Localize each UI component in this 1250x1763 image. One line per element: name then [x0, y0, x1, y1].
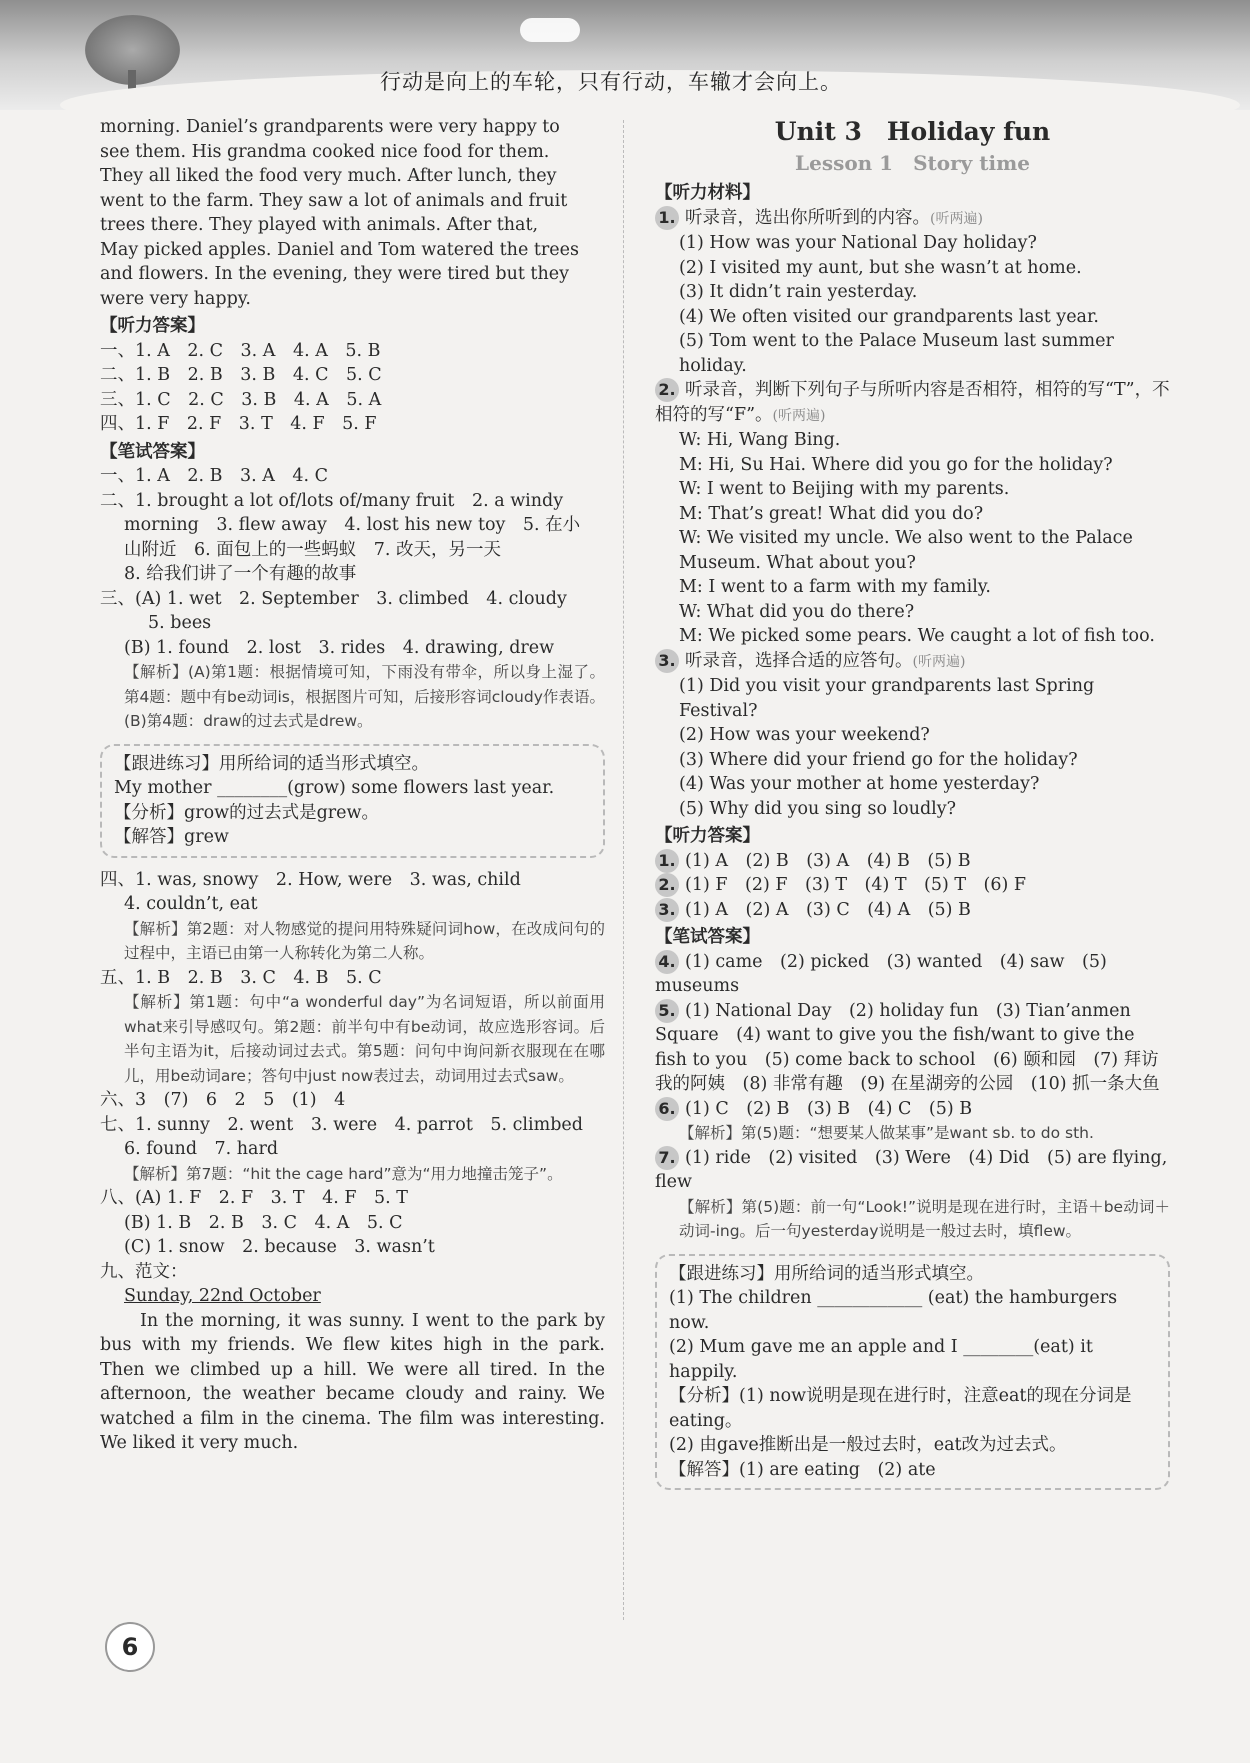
- answer-row: 八、(A) 1. F 2. F 3. T 4. F 5. T: [100, 1188, 408, 1208]
- answer-row: 五、1. B 2. B 3. C 4. B 5. C: [100, 967, 382, 988]
- essay-text: In the morning, it was sunny. I went to the park by bus with my friends. We flew kites high in the park. Then we climbed up a hill. We were all tired. In the afternoon, the weather became cloudy and rainy. We watched a film in the cinema. The film was interesting. We liked it very much.: [100, 1310, 605, 1453]
- listening-answers-heading: 【听力答案】: [655, 826, 760, 846]
- question-number-badge: 4.: [655, 950, 679, 974]
- q1-item: (5) Tom went to the Palace Museum last summer holiday.: [679, 331, 1114, 376]
- answer-row: [655, 999, 1170, 1097]
- practice-analysis: (2) 由gave推断出是一般过去时，eat改为过去式。: [669, 1435, 1067, 1455]
- page-number: 6: [105, 1622, 155, 1672]
- answer-row: 三、(A) 1. wet 2. September 3. climbed 4. cloudy: [100, 588, 567, 609]
- answer-row: 三、1. C 2. C 3. B 4. A 5. A: [100, 389, 382, 410]
- explanation: 【解析】第(5)题：“想要某人做某事”是want sb. to do sth.: [679, 1124, 1094, 1142]
- q1-item: (4) We often visited our grandparents last year.: [679, 306, 1099, 327]
- answer-row: 6. found 7. hard: [124, 1139, 279, 1159]
- answer-row: 四、1. was, snowy 2. How, were 3. was, child: [100, 869, 521, 890]
- dialogue-line: W: What did you do there?: [679, 601, 915, 622]
- practice-title: 【跟进练习】用所给词的适当形式填空。: [669, 1263, 984, 1284]
- answer-row: 4. couldn’t, eat: [124, 894, 258, 914]
- repeat-note: (听两遍): [930, 210, 983, 227]
- question-instruction: 听录音，选择合适的应答句。: [685, 650, 913, 671]
- explanation: 【解析】第1题：句中“a wonderful day”为名词短语，所以前面用what来引导感叹句。第2题：前半句中有be动词，故应选形容词。后半句主语为it，后接动词过去式。第5题：问句中询问新衣服现在在哪儿，用be动词are；答句中just now表过去，动词用过去式saw。: [124, 993, 605, 1085]
- answer-row: 七、1. sunny 2. went 3. were 4. parrot 5. climbed: [100, 1114, 583, 1135]
- question-number-badge: 3.: [655, 649, 679, 673]
- answer-row: 二、1. B 2. B 3. B 4. C 5. C: [100, 365, 382, 385]
- story-line: were very happy.: [100, 288, 251, 309]
- practice-box: [655, 1254, 1170, 1491]
- dialogue-line: M: We picked some pears. We caught a lot of fish too.: [679, 626, 1155, 646]
- answer-row: [655, 873, 1170, 898]
- q3-item: (1) Did you visit your grandparents last Spring Festival?: [679, 676, 1095, 721]
- q3-item: (2) How was your weekend?: [679, 725, 930, 745]
- repeat-note: (听两遍): [772, 407, 826, 424]
- header-motto: 行动是向上的车轮，只有行动，车辙才会向上。: [380, 70, 842, 94]
- answer-text: (1) came (2) picked (3) wanted (4) saw (5) museums: [655, 951, 1107, 996]
- answer-row: 二、1. brought a lot of/lots of/many fruit 2. a windy: [100, 490, 564, 511]
- dialogue-line: M: Hi, Su Hai. Where did you go for the holiday?: [679, 454, 1113, 475]
- story-line: morning. Daniel’s grandparents were very happy to: [100, 117, 560, 137]
- question-number-badge: 2.: [655, 873, 679, 897]
- question-number-badge: 1.: [655, 849, 679, 873]
- answer-row: [655, 1097, 1170, 1122]
- answer-row: 一、1. A 2. C 3. A 4. A 5. B: [100, 340, 381, 361]
- answer-text: (1) A (2) A (3) C (4) A (5) B: [685, 899, 971, 920]
- explanation: 【解析】第2题：对人物感觉的提问用特殊疑问词how，在改成问句的过程中，主语已由第一人称转化为第二人称。: [124, 919, 605, 962]
- answer-row: 山附近 6. 面包上的一些蚂蚁 7. 改天，另一天: [124, 539, 502, 560]
- unit-title: Unit 3 Holiday fun: [774, 117, 1051, 146]
- left-column: [100, 115, 605, 1456]
- question-number-badge: 2.: [655, 378, 679, 402]
- practice-analysis: 【分析】(1) now说明是现在进行时，注意eat的现在分词是eating。: [669, 1386, 1132, 1431]
- practice-question: (2) Mum gave me an apple and I ________(eat) it happily.: [669, 1337, 1093, 1382]
- story-line: May picked apples. Daniel and Tom watered the trees: [100, 239, 579, 260]
- practice-question: My mother ________(grow) some flowers last year.: [114, 778, 555, 798]
- right-column: [655, 115, 1170, 1500]
- answer-row: [655, 950, 1170, 999]
- answer-row: (B) 1. B 2. B 3. C 4. A 5. C: [124, 1212, 403, 1233]
- repeat-note: (听两遍): [912, 653, 966, 670]
- question-number-badge: 7.: [655, 1146, 679, 1170]
- answer-text: (1) F (2) F (3) T (4) T (5) T (6) F: [685, 875, 1027, 895]
- q3-item: (5) Why did you sing so loudly?: [679, 798, 957, 819]
- dialogue-line: W: We visited my uncle. We also went to the Palace Museum. What about you?: [679, 528, 1133, 573]
- story-line: They all liked the food very much. After lunch, they: [100, 166, 557, 186]
- practice-answer: 【解答】grew: [114, 827, 229, 847]
- dialogue-line: W: Hi, Wang Bing.: [679, 430, 841, 450]
- q3-item: (4) Was your mother at home yesterday?: [679, 774, 1040, 794]
- answer-text: (1) A (2) B (3) A (4) B (5) B: [685, 850, 971, 871]
- answer-row: 一、1. A 2. B 3. A 4. C: [100, 466, 329, 486]
- q3-item: (3) Where did your friend go for the holiday?: [679, 749, 1078, 770]
- explanation: 【解析】第7题：“hit the cage hard”意为“用力地撞击笼子”。: [124, 1164, 563, 1183]
- story-tail: [100, 115, 605, 311]
- essay-date: Sunday, 22nd October: [124, 1286, 321, 1306]
- question-1: [655, 206, 1170, 232]
- question-instruction: 听录音，选出你所听到的内容。: [685, 207, 930, 228]
- explanation: 【解析】第(5)题：前一句“Look!”说明是现在进行时，主语＋be动词＋动词-ing。后一句yesterday说明是一般过去时，填flew。: [679, 1197, 1170, 1240]
- answer-row: 六、3 (7) 6 2 5 (1) 4: [100, 1090, 346, 1110]
- dialogue-line: M: That’s great! What did you do?: [679, 503, 984, 524]
- q1-item: (1) How was your National Day holiday?: [679, 233, 1037, 253]
- lesson-title: Lesson 1 Story time: [795, 151, 1030, 175]
- answer-row: [655, 898, 1170, 923]
- answer-row: [655, 849, 1170, 874]
- question-number-badge: 1.: [655, 206, 679, 230]
- story-line: see them. His grandma cooked nice food for them.: [100, 141, 550, 162]
- practice-question: (1) The children ____________ (eat) the hamburgers now.: [669, 1288, 1118, 1333]
- q1-item: (3) It didn’t rain yesterday.: [679, 282, 918, 302]
- answer-row: 5. bees: [148, 613, 212, 633]
- story-line: and flowers. In the evening, they were tired but they: [100, 264, 569, 284]
- answer-row: (B) 1. found 2. lost 3. rides 4. drawing, drew: [124, 637, 555, 658]
- question-number-badge: 3.: [655, 898, 679, 922]
- practice-answer: 【解答】(1) are eating (2) ate: [669, 1459, 936, 1480]
- answer-row: (C) 1. snow 2. because 3. wasn’t: [124, 1237, 435, 1257]
- question-3: [655, 649, 1170, 675]
- dialogue-line: M: I went to a farm with my family.: [679, 577, 991, 597]
- listening-answers-heading: 【听力答案】: [100, 316, 205, 336]
- column-divider: [623, 120, 625, 1620]
- story-line: trees there. They played with animals. After that,: [100, 215, 539, 235]
- essay-heading: 九、范文：: [100, 1261, 188, 1282]
- dialogue-line: W: I went to Beijing with my parents.: [679, 479, 1010, 499]
- answer-text: (1) ride (2) visited (3) Were (4) Did (5) are flying, flew: [655, 1147, 1168, 1192]
- answer-row: morning 3. flew away 4. lost his new toy 5. 在小: [124, 515, 581, 535]
- practice-title: 【跟进练习】用所给词的适当形式填空。: [114, 753, 429, 774]
- answer-row: 四、1. F 2. F 3. T 4. F 5. F: [100, 414, 377, 434]
- written-answers-heading: 【笔试答案】: [655, 927, 760, 947]
- listening-materials-heading: 【听力材料】: [655, 183, 760, 203]
- header-banner: [0, 0, 1250, 110]
- cloud-icon: [520, 18, 580, 42]
- practice-box: [100, 744, 605, 858]
- question-instruction: 听录音，判断下列句子与所听内容是否相符，相符的写“T”，不相符的写“F”。: [655, 380, 1170, 425]
- q1-item: (2) I visited my aunt, but she wasn’t at home.: [679, 257, 1082, 278]
- question-number-badge: 5.: [655, 999, 679, 1023]
- answer-text: (1) C (2) B (3) B (4) C (5) B: [685, 1098, 973, 1119]
- question-2: [655, 378, 1170, 428]
- answer-row: [655, 1146, 1170, 1195]
- practice-analysis: 【分析】grow的过去式是grew。: [114, 802, 379, 823]
- explanation: 【解析】(A)第1题：根据情境可知，下雨没有带伞，所以身上湿了。第4题：题中有be动词is，根据图片可知，后接形容词cloudy作表语。(B)第4题：draw的过去式是drew。: [124, 663, 605, 730]
- story-line: went to the farm. They saw a lot of animals and fruit: [100, 190, 568, 211]
- answer-row: 8. 给我们讲了一个有趣的故事: [124, 564, 357, 584]
- written-answers-heading: 【笔试答案】: [100, 441, 205, 462]
- answer-text: (1) National Day (2) holiday fun (3) Tian’anmen Square (4) want to give you the fish/want to give the fish to you (5) come back to school (6) 颐和园 (7) 拜访我的阿姨 (8) 非常有趣 (9) 在星湖旁的公园 (10) 抓一条大鱼: [655, 1000, 1160, 1094]
- question-number-badge: 6.: [655, 1097, 679, 1121]
